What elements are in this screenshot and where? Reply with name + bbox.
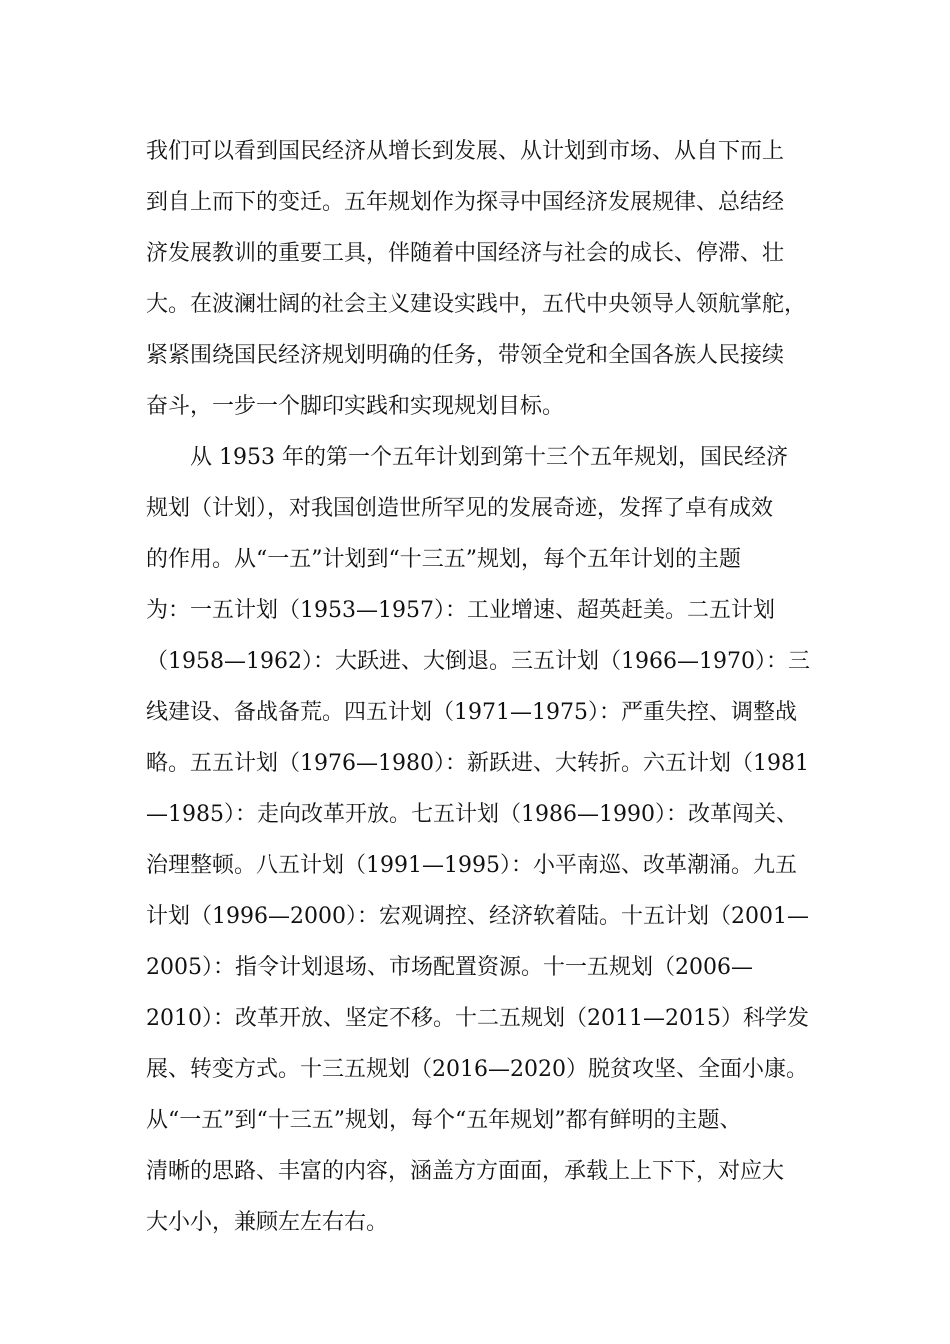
text-line: 为：一五计划（1953—1957）：工业增速、超英赶美。二五计划 [146, 598, 775, 623]
text-line: 治理整顿。八五计划（1991—1995）：小平南巡、改革潮涌。九五 [146, 853, 797, 878]
text-line: 到自上而下的变迁。五年规划作为探寻中国经济发展规律、总结经 [146, 190, 785, 215]
text-line: 清晰的思路、丰富的内容，涵盖方方面面，承载上上下下，对应大 [146, 1159, 785, 1184]
text-line: 计划（1996—2000）：宏观调控、经济软着陆。十五计划（2001— [146, 904, 809, 929]
text-line: 展、转变方式。十三五规划（2016—2020）脱贫攻坚、全面小康。 [146, 1057, 808, 1082]
text-line: 略。五五计划（1976—1980）：新跃进、大转折。六五计划（1981 [146, 751, 809, 776]
text-line: 奋斗，一步一个脚印实践和实现规划目标。 [146, 394, 565, 419]
text-line: 2005）：指令计划退场、市场配置资源。十一五规划（2006— [146, 955, 753, 980]
text-line: 大小小，兼顾左左右右。 [146, 1210, 389, 1235]
text-line: 济发展教训的重要工具，伴随着中国经济与社会的成长、停滞、壮 [146, 241, 785, 266]
text-line: 大。在波澜壮阔的社会主义建设实践中，五代中央领导人领航掌舵， [146, 292, 807, 317]
text-line: 规划（计划），对我国创造世所罕见的发展奇迹，发挥了卓有成效 [146, 496, 774, 521]
text-line: 紧紧围绕国民经济规划明确的任务，带领全党和全国各族人民接续 [146, 343, 785, 368]
text-line: 的作用。从“一五”计划到“十三五”规划，每个五年计划的主题 [146, 547, 741, 572]
paragraph-first-line: 从 1953 年的第一个五年计划到第十三个五年规划，国民经济 [190, 445, 788, 470]
text-line: （1958—1962）：大跃进、大倒退。三五计划（1966—1970）：三 [146, 649, 810, 674]
text-line: 从“一五”到“十三五”规划，每个“五年规划”都有鲜明的主题、 [146, 1108, 742, 1133]
text-line: 2010）：改革开放、坚定不移。十二五规划（2011—2015）科学发 [146, 1006, 809, 1031]
text-line: —1985）：走向改革开放。七五计划（1986—1990）：改革闯关、 [146, 802, 798, 827]
text-line: 线建设、备战备荒。四五计划（1971—1975）：严重失控、调整战 [146, 700, 797, 725]
text-line: 我们可以看到国民经济从增长到发展、从计划到市场、从自下而上 [146, 139, 785, 164]
